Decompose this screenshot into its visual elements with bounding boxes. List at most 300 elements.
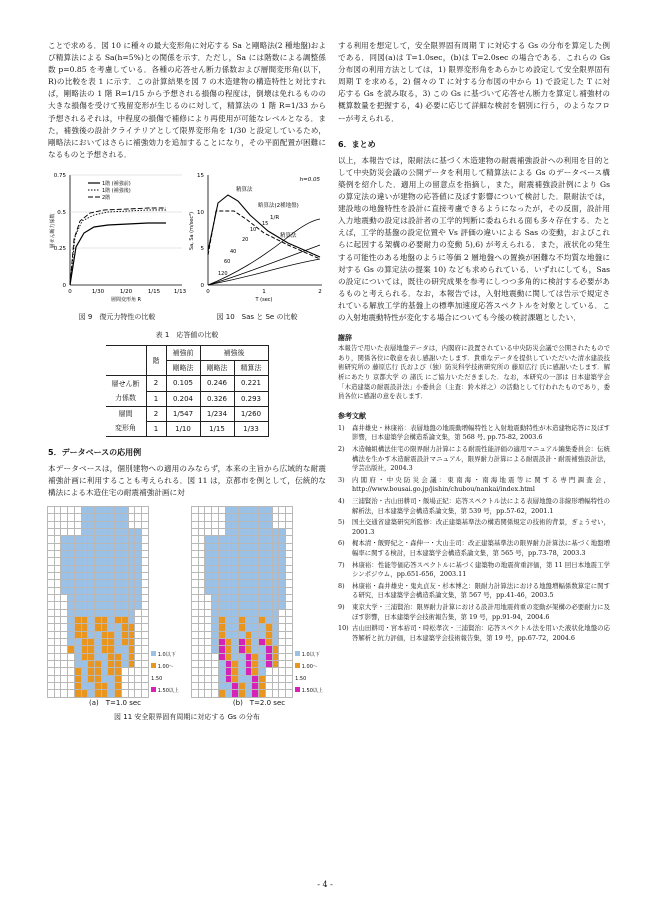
map-cell [212, 514, 218, 521]
map-cell [286, 580, 292, 587]
map-cell [48, 566, 54, 573]
map-cell [115, 558, 121, 565]
map-cell [232, 573, 238, 580]
map-cell [88, 529, 94, 536]
map-cell [199, 573, 205, 580]
map-cell [266, 522, 272, 529]
map-cell [232, 683, 238, 690]
map-cell [135, 668, 141, 675]
map-cell [108, 654, 114, 661]
table-group-label: 変形角 [106, 421, 147, 436]
map-cell [199, 566, 205, 573]
map-cell [55, 595, 61, 602]
map-cell [75, 624, 81, 631]
map-cell [102, 683, 108, 690]
map-cell [279, 573, 285, 580]
map-cell [205, 646, 211, 653]
map-cell [75, 514, 81, 521]
map-cell [115, 580, 121, 587]
map-cell [142, 573, 148, 580]
map-cell [88, 639, 94, 646]
map-cell [232, 661, 238, 668]
map-cell [75, 639, 81, 646]
map-cell [108, 573, 114, 580]
map-cell [273, 654, 279, 661]
map-cell [61, 507, 67, 514]
map-cell [199, 617, 205, 624]
map-cell [266, 573, 272, 580]
map-cell [122, 573, 128, 580]
table-cell: 1/33 [234, 421, 268, 436]
map-cell [122, 690, 128, 697]
map-cell [95, 683, 101, 690]
map-cell [102, 522, 108, 529]
fig9-legend [88, 180, 131, 201]
map-cell [205, 668, 211, 675]
section-5-title: 5．データベースの応用例 [48, 447, 142, 457]
map-cell [135, 654, 141, 661]
map-cell [259, 551, 265, 558]
map-cell [205, 602, 211, 609]
map-cell [115, 602, 121, 609]
reference-number: 4) [338, 496, 345, 505]
map-cell [115, 668, 121, 675]
map-cell [239, 668, 245, 675]
map-cell [286, 558, 292, 565]
map-cell [142, 588, 148, 595]
table-row [106, 421, 269, 436]
table-row [106, 391, 269, 406]
map-cell [239, 522, 245, 529]
map-cell [239, 661, 245, 668]
map-cell [259, 529, 265, 536]
map-cell [75, 536, 81, 543]
map-cell [61, 610, 67, 617]
table-cell: 2 [146, 406, 166, 421]
map-cell [279, 588, 285, 595]
map-cell [135, 617, 141, 624]
map-cell [219, 617, 225, 624]
map-cell [142, 522, 148, 529]
map-cell [68, 668, 74, 675]
map-cell [68, 617, 74, 624]
map-cell [259, 668, 265, 675]
map-cell [95, 558, 101, 565]
map-cell [259, 676, 265, 683]
map-cell [95, 661, 101, 668]
map-cell [55, 632, 61, 639]
map-cell [226, 580, 232, 587]
map-cell [129, 690, 135, 697]
reference-number: 9) [338, 602, 345, 611]
map-cell [192, 536, 198, 543]
map-cell [135, 551, 141, 558]
map-cell [55, 617, 61, 624]
map-cell [279, 668, 285, 675]
map-cell [246, 580, 252, 587]
map-cell [205, 639, 211, 646]
map-cell [259, 602, 265, 609]
map-cell [135, 676, 141, 683]
map-cell [192, 624, 198, 631]
map-cell [102, 668, 108, 675]
map-cell [55, 566, 61, 573]
map-cell [246, 566, 252, 573]
map-cell [55, 580, 61, 587]
map-cell [273, 573, 279, 580]
map-cell [61, 522, 67, 529]
map-cell [246, 610, 252, 617]
map-cell [219, 690, 225, 697]
table-header-before: 補強前 [166, 346, 200, 361]
map-cell [48, 654, 54, 661]
map-cell [61, 588, 67, 595]
table-cell: 2 [146, 376, 166, 391]
reference-text: 三浦賢治・古山田耕司・飯場正紀：応答スペクトル法による表層地盤の非線形増幅特性の解析法，日本建築学会構造系論文集，第 539 号，pp.57-62，2001.1 [352, 496, 610, 515]
map-cell [246, 573, 252, 580]
map-cell [219, 588, 225, 595]
map-cell [273, 558, 279, 565]
map-cell [286, 551, 292, 558]
map-cell [82, 668, 88, 675]
map-cell [82, 602, 88, 609]
map-cell [68, 566, 74, 573]
reference-number: 3) [338, 475, 345, 484]
map-cell [279, 536, 285, 543]
legend-label: 1.50以上 [301, 688, 323, 695]
map-cell [266, 529, 272, 536]
map-cell [115, 536, 121, 543]
map-cell [82, 610, 88, 617]
map-cell [102, 544, 108, 551]
map-cell [95, 514, 101, 521]
map-cell [68, 639, 74, 646]
map-cell [232, 566, 238, 573]
map-cell [75, 654, 81, 661]
map-cell [279, 646, 285, 653]
map-cell [68, 632, 74, 639]
map-cell [239, 632, 245, 639]
map-cell [226, 566, 232, 573]
reference-number: 10) [338, 624, 349, 633]
map-cell [129, 632, 135, 639]
map-cell [108, 580, 114, 587]
map-cell [273, 624, 279, 631]
map-cell [286, 639, 292, 646]
map-cell [95, 632, 101, 639]
map-cell [95, 639, 101, 646]
map-cell [115, 683, 121, 690]
map-cell [129, 661, 135, 668]
map-cell [192, 602, 198, 609]
map-cell [88, 573, 94, 580]
map-cell [88, 544, 94, 551]
map-cell [252, 646, 258, 653]
map-cell [266, 639, 272, 646]
reference-item [338, 476, 610, 495]
map-cell [75, 529, 81, 536]
map-cell [239, 639, 245, 646]
map-cell [259, 558, 265, 565]
map-cell [122, 683, 128, 690]
map-cell [273, 632, 279, 639]
map-cell [95, 602, 101, 609]
map-cell [273, 522, 279, 529]
fig10-xtick: 2 [318, 288, 322, 295]
map-cell [82, 690, 88, 697]
reference-text: 梶本清・飯野紀之・森伸一・大山圭司：改正建築基準法の限界耐力計算法に基づく地盤増幅率に関する検討，日本建築学会構造系論文集，第 565 号，pp.73-78，2003.3 [352, 539, 610, 557]
map-cell [219, 676, 225, 683]
references-title: 参考文献 [338, 411, 366, 420]
legend-item [295, 661, 326, 685]
fig11-map-b [192, 507, 326, 709]
map-cell [102, 676, 108, 683]
map-cell [88, 654, 94, 661]
legend-label: 1.00～1.50 [295, 663, 318, 682]
map-cell [252, 617, 258, 624]
map-cell [226, 610, 232, 617]
map-cell [129, 573, 135, 580]
map-cell [252, 529, 258, 536]
map-cell [232, 522, 238, 529]
map-cell [192, 544, 198, 551]
map-cell [142, 558, 148, 565]
table-group-label: 層せん断 [106, 376, 147, 391]
map-cell [108, 507, 114, 514]
map-cell [192, 668, 198, 675]
map-cell [205, 661, 211, 668]
map-cell [226, 558, 232, 565]
map-cell [55, 676, 61, 683]
map-cell [135, 536, 141, 543]
map-cell [48, 632, 54, 639]
map-cell [192, 529, 198, 536]
map-cell [259, 573, 265, 580]
map-cell [212, 639, 218, 646]
map-cell [68, 602, 74, 609]
map-cell [192, 507, 198, 514]
map-cell [232, 544, 238, 551]
map-cell [219, 551, 225, 558]
map-cell [122, 617, 128, 624]
legend-label: 1.0以下 [157, 651, 176, 658]
map-cell [199, 588, 205, 595]
map-cell [95, 588, 101, 595]
map-cell [286, 624, 292, 631]
map-cell [219, 595, 225, 602]
map-cell [48, 544, 54, 551]
map-cell [273, 514, 279, 521]
table-subheader: 剛略法 [200, 361, 234, 376]
map-cell [61, 646, 67, 653]
map-cell [246, 588, 252, 595]
map-cell [212, 676, 218, 683]
map-cell [68, 683, 74, 690]
map-cell [122, 522, 128, 529]
map-cell [48, 536, 54, 543]
map-cell [246, 661, 252, 668]
map-cell [82, 544, 88, 551]
left-column [48, 40, 326, 723]
fig10-annotation: 40 [230, 248, 237, 255]
map-cell [115, 595, 121, 602]
map-cell [279, 632, 285, 639]
map-cell [266, 676, 272, 683]
map-cell [75, 683, 81, 690]
map-cell [199, 632, 205, 639]
fig10-annotation: 10 [250, 226, 257, 233]
map-cell [115, 610, 121, 617]
map-cell [142, 551, 148, 558]
page-number: - 4 - [317, 880, 333, 889]
map-cell [219, 507, 225, 514]
map-cell [142, 639, 148, 646]
map-cell [279, 558, 285, 565]
table-group-label: 力係数 [106, 391, 147, 406]
map-cell [226, 646, 232, 653]
map-cell [48, 507, 54, 514]
reference-item [338, 539, 610, 558]
map-cell [279, 529, 285, 536]
map-cell [212, 624, 218, 631]
map-cell [239, 683, 245, 690]
map-cell [205, 536, 211, 543]
map-cell [122, 595, 128, 602]
map-cell [75, 595, 81, 602]
map-cell [122, 588, 128, 595]
map-cell [108, 668, 114, 675]
map-cell [192, 639, 198, 646]
map-cell [239, 558, 245, 565]
map-cell [88, 690, 94, 697]
map-cell [75, 558, 81, 565]
map-cell [226, 690, 232, 697]
map-cell [88, 551, 94, 558]
map-cell [199, 661, 205, 668]
map-cell [115, 529, 121, 536]
map-cell [219, 610, 225, 617]
map-cell [252, 624, 258, 631]
map-cell [102, 610, 108, 617]
map-cell [286, 536, 292, 543]
map-cell [61, 514, 67, 521]
map-cell [122, 507, 128, 514]
map-cell [266, 566, 272, 573]
map-cell [192, 646, 198, 653]
fig11-caption-b: (b) T=2.0 sec [232, 699, 286, 708]
map-cell [55, 654, 61, 661]
map-cell [212, 580, 218, 587]
map-cell [61, 639, 67, 646]
reference-list [338, 424, 610, 643]
table-cell: 0.204 [166, 391, 200, 406]
map-cell [82, 654, 88, 661]
map-cell [226, 507, 232, 514]
map-cell [219, 602, 225, 609]
reference-number: 2) [338, 445, 345, 453]
map-cell [75, 610, 81, 617]
reference-text: 林康裕：性能等価応答スペクトルに基づく建築物の地震荷重評価，第 11 回日本地震工学シンポジウム，pp.651-656，2003.11 [352, 560, 610, 579]
map-cell [199, 602, 205, 609]
map-cell [75, 646, 81, 653]
map-cell [88, 588, 94, 595]
map-cell [82, 588, 88, 595]
map-cell [68, 507, 74, 514]
map-cell [232, 507, 238, 514]
map-cell [266, 654, 272, 661]
map-cell [199, 610, 205, 617]
map-cell [135, 632, 141, 639]
map-cell [88, 646, 94, 653]
map-cell [279, 566, 285, 573]
map-cell [252, 536, 258, 543]
fig11-map-a [48, 507, 182, 709]
map-cell [252, 632, 258, 639]
map-cell [95, 617, 101, 624]
table-cell: 1/234 [200, 406, 234, 421]
fig10-xlabel: T (sec) [255, 296, 273, 303]
map-cell [252, 522, 258, 529]
map-cell [226, 514, 232, 521]
figure-10 [188, 167, 326, 323]
map-cell [259, 588, 265, 595]
table-cell: 0.221 [234, 376, 268, 391]
map-cell [192, 522, 198, 529]
map-cell [232, 529, 238, 536]
map-cell [82, 558, 88, 565]
map-cell [61, 624, 67, 631]
map-cell [102, 639, 108, 646]
map-cell [273, 610, 279, 617]
map-cell [219, 522, 225, 529]
map-cell [246, 690, 252, 697]
map-cell [232, 668, 238, 675]
map-cell [122, 529, 128, 536]
map-cell [102, 536, 108, 543]
map-cell [115, 514, 121, 521]
map-cell [226, 551, 232, 558]
map-cell [61, 668, 67, 675]
map-cell [219, 558, 225, 565]
map-cell [239, 602, 245, 609]
map-cell [246, 558, 252, 565]
map-cell [279, 507, 285, 514]
map-cell [82, 507, 88, 514]
fig9-xtick: 1/30 [91, 288, 105, 295]
table-cell: 1/15 [200, 421, 234, 436]
map-cell [246, 646, 252, 653]
reference-number: 1) [338, 423, 345, 432]
map-cell [102, 566, 108, 573]
map-cell [199, 690, 205, 697]
map-cell [246, 551, 252, 558]
table-1 [106, 345, 269, 437]
map-cell [129, 654, 135, 661]
map-cell [205, 558, 211, 565]
table-row [106, 376, 269, 391]
map-cell [88, 566, 94, 573]
map-cell [252, 639, 258, 646]
map-cell [205, 610, 211, 617]
map-cell [68, 624, 74, 631]
map-cell [286, 676, 292, 683]
map-cell [115, 661, 121, 668]
map-cell [205, 507, 211, 514]
map-cell [219, 639, 225, 646]
map-cell [48, 573, 54, 580]
map-cell [226, 617, 232, 624]
map-cell [212, 668, 218, 675]
